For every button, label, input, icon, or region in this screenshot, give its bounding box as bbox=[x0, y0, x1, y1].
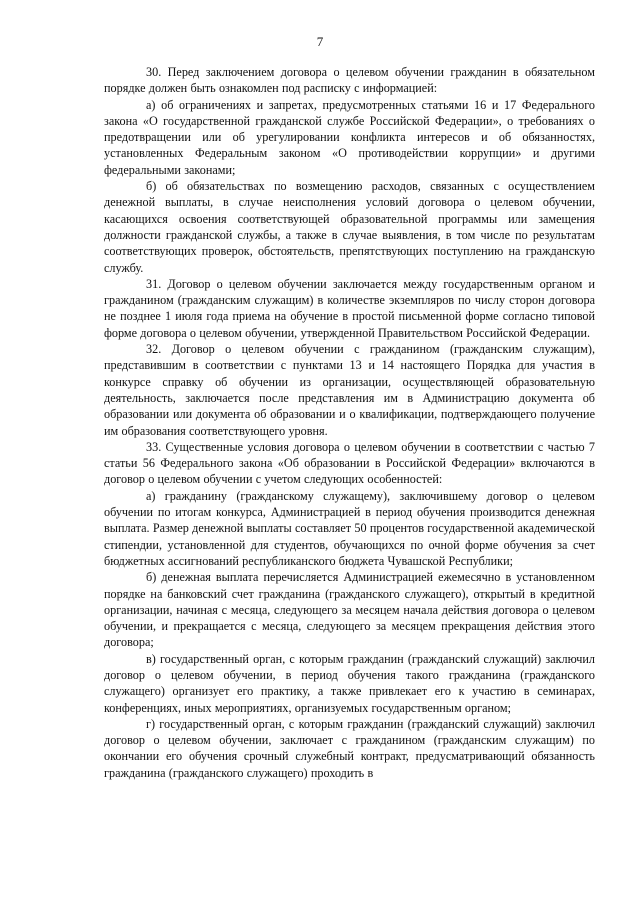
paragraph-32: 32. Договор о целевом обучении с гражданином (гражданским служащим), представившим в соответствии с пунктами 13 и 14 настоящего Порядка для участия в конкурсе справку об обучении из организации, осуществляющей образовательную деятельность, заключается после представления им в Администрацию документа об образовании или документа об образовании и о квалификации, подтверждающего получение им образования соответствующего уровня. bbox=[104, 342, 595, 438]
paragraph-30-b: б) об обязательствах по возмещению расходов, связанных с осуществлением денежной выплаты, в случае неисполнения условий договора о целевом обучении, касающихся освоения соответствующей образовательной программы или замещения должности гражданской службы, а также в случае выявления, в том числе по результатам соответствующих проверок, обстоятельств, препятствующих поступлению на гражданскую службу. bbox=[104, 179, 595, 275]
page-number: 7 bbox=[316, 34, 324, 49]
paragraph-33-g: г) государственный орган, с которым гражданин (гражданский служащий) заключил договор о целевом обучении, заключает с гражданином (гражданским служащим) по окончании его обучения срочный служебный контракт, предусматривающий обязанность гражданина (гражданского служащего) проходить в bbox=[104, 716, 595, 780]
paragraph-31: 31. Договор о целевом обучении заключается между государственным органом и гражданином (гражданским служащим) в количестве экземпляров по числу сторон договора не позднее 1 июля года приема на обучение в простой письменной форме согласно типовой форме договора о целевом обучении, утвержденной Правительством Российской Федерации. bbox=[104, 276, 595, 340]
paragraph-33: 33. Существенные условия договора о целевом обучении в соответствии с частью 7 статьи 56 Федерального закона «Об образовании в Российской Федерации» включаются в договор о целевом обучении с учетом следующих особенностей: bbox=[104, 439, 595, 487]
paragraph-33-b: б) денежная выплата перечисляется Администрацией ежемесячно в установленном порядке на банковский счет гражданина (гражданского служащего), открытый в кредитной организации, начиная с месяца, следующего за месяцем начала действия договора о целевом обучении, и прекращается с месяца, следующего за месяцем прекращения действия этого договора; bbox=[104, 570, 595, 650]
document-body bbox=[104, 64, 595, 781]
paragraph-30-a: а) об ограничениях и запретах, предусмотренных статьями 16 и 17 Федерального закона «О государственной гражданской службе Российской Федерации», о требованиях о предотвращении или об урегулировании конфликта интересов и об обязанностях, установленных Федеральным законом «О противодействии коррупции» и другими федеральными законами; bbox=[104, 97, 595, 177]
paragraph-33-v: в) государственный орган, с которым гражданин (гражданский служащий) заключил договор о целевом обучении, в период обучения такого гражданина (гражданского служащего) организует его практику, а также привлекает его к участию в семинарах, конференциях, иных мероприятиях, организуемых государственным органом; bbox=[104, 651, 595, 715]
paragraph-33-a: а) гражданину (гражданскому служащему), заключившему договор о целевом обучении по итогам конкурса, Администрацией в период обучения производится денежная выплата. Размер денежной выплаты составляет 50 процентов государственной академической стипендии, установленной для студентов, обучающихся по очной форме обучения за счет бюджетных ассигнований республиканского бюджета Чувашской Республики; bbox=[104, 488, 595, 568]
paragraph-30: 30. Перед заключением договора о целевом обучении гражданин в обязательном порядке должен быть ознакомлен под расписку с информацией: bbox=[104, 65, 595, 96]
